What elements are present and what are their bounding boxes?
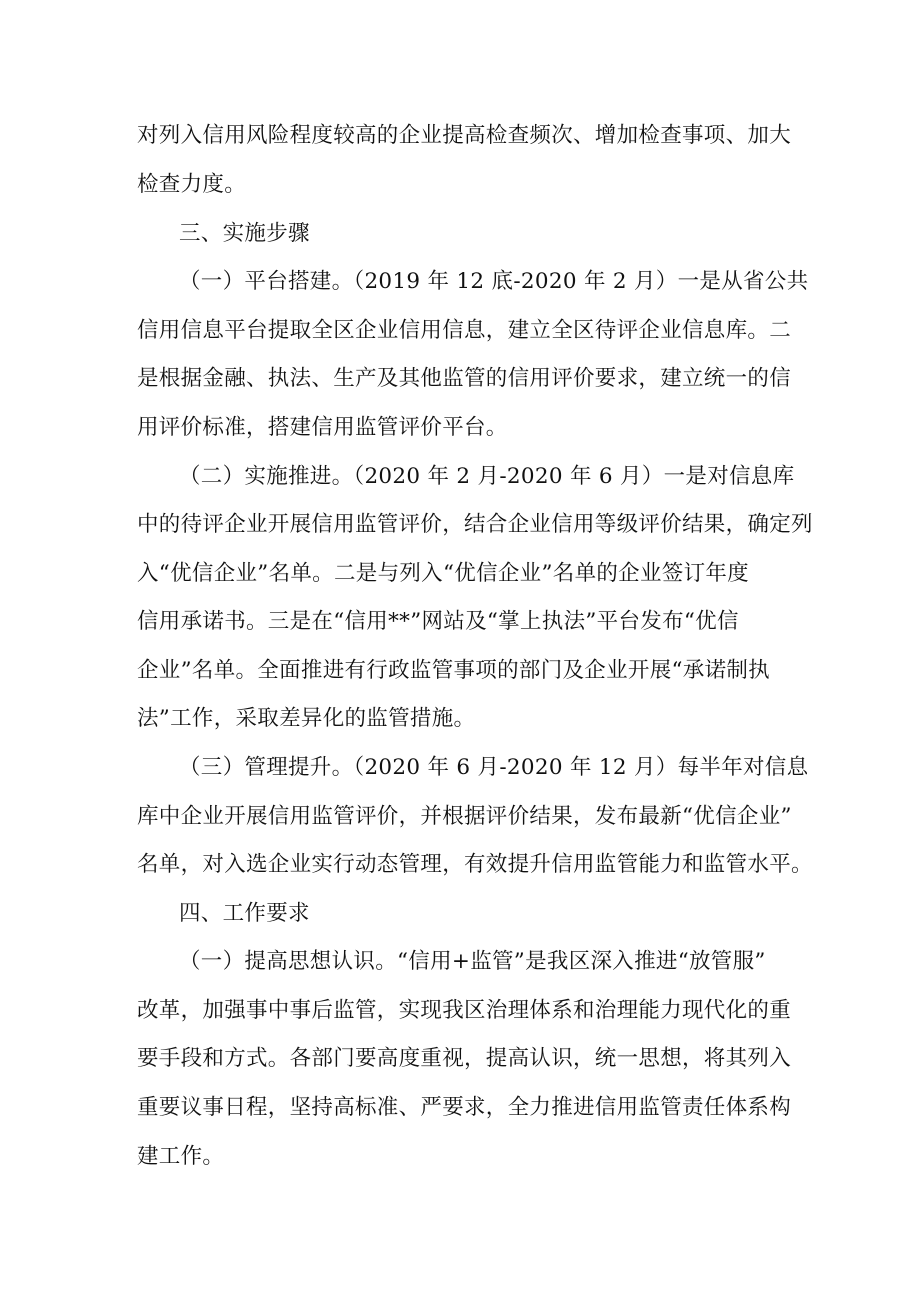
- text-line: 中的待评企业开展信用监管评价，结合企业信用等级评价结果，确定列: [137, 512, 813, 537]
- text-line: 信用信息平台提取全区企业信用信息，建立全区待评企业信息库。二: [137, 318, 792, 343]
- text-line: 入“优信企业”名单。二是与列入“优信企业”名单的企业签订年度: [137, 561, 749, 586]
- text-line: 法”工作，采取差异化的监管措施。: [137, 706, 476, 731]
- text-line: 要手段和方式。各部门要高度重视，提高认识，统一思想，将其列入: [137, 1046, 792, 1071]
- text-line: 企业”名单。全面推进有行政监管事项的部门及企业开展“承诺制执: [137, 658, 770, 683]
- text-line: 名单，对入选企业实行动态管理，有效提升信用监管能力和监管水平。: [137, 852, 813, 877]
- text-line: （二）实施推进。（2020 年 2 月-2020 年 6 月）一是对信息库: [179, 464, 795, 489]
- text-line: 用评价标准，搭建信用监管评价平台。: [137, 415, 508, 440]
- text-line: （一）平台搭建。（2019 年 12 底-2020 年 2 月）一是从省公共: [179, 269, 809, 294]
- text-line: 检查力度。: [137, 172, 247, 197]
- text-line: （一）提高思想认识。“信用+监管”是我区深入推进“放管服”: [179, 949, 766, 974]
- text-line: 建工作。: [137, 1144, 225, 1169]
- text-line: 是根据金融、执法、生产及其他监管的信用评价要求，建立统一的信: [137, 366, 792, 391]
- text-line: 对列入信用风险程度较高的企业提高检查频次、增加检查事项、加大: [137, 123, 792, 148]
- text-line: 信用承诺书。三是在“信用**”网站及“掌上执法”平台发布“优信: [137, 609, 739, 634]
- text-line: 库中企业开展信用监管评价，并根据评价结果，发布最新“优信企业”: [137, 804, 792, 829]
- section-heading: 四、工作要求: [179, 901, 310, 926]
- text-line: 重要议事日程，坚持高标准、严要求，全力推进信用监管责任体系构: [137, 1095, 792, 1120]
- text-line: （三）管理提升。（2020 年 6 月-2020 年 12 月）每半年对信息: [179, 755, 809, 780]
- text-line: 改革，加强事中事后监管，实现我区治理体系和治理能力现代化的重: [137, 998, 792, 1023]
- section-heading: 三、实施步骤: [179, 221, 310, 246]
